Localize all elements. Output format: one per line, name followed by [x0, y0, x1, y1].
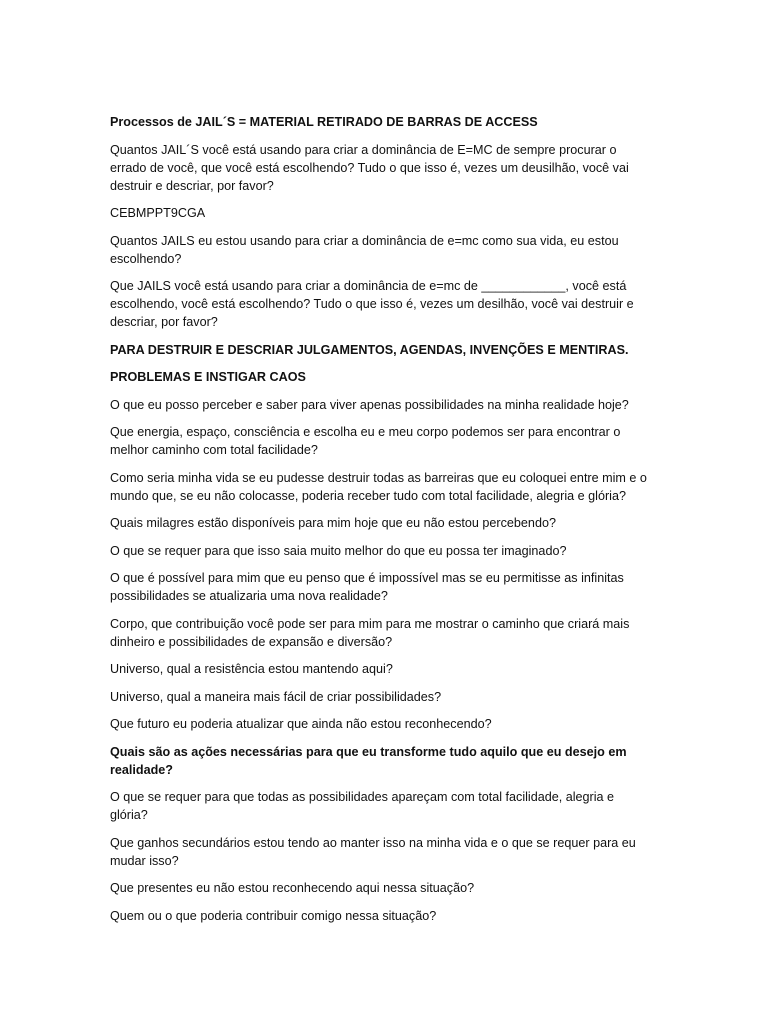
- question-item: Quais milagres estão disponíveis para mim hoje que eu não estou percebendo?: [110, 516, 556, 530]
- question-item: O que eu posso perceber e saber para viver apenas possibilidades na minha realidade hoje?: [110, 397, 629, 412]
- question-item: O que é possível para mim que eu penso que é impossível mas se eu permitisse as infinitas possibilidades se atualizaria uma nova realidade?: [110, 571, 624, 603]
- question-item: Que ganhos secundários estou tendo ao manter isso na minha vida e o que se requer para eu mudar isso?: [110, 835, 636, 868]
- question-item: Corpo, que contribuição você pode ser para mim para me mostrar o caminho que criará mais dinheiro e possibilidades de expansão e diversão?: [110, 616, 630, 649]
- question-item: Como seria minha vida se eu pudesse destruir todas as barreiras que eu coloquei entre mim e o mundo que, se eu não colocasse, poderia receber tudo com total facilidade, alegria e glória?: [110, 470, 647, 503]
- question-item: Universo, qual a maneira mais fácil de criar possibilidades?: [110, 689, 442, 704]
- section-heading: PROBLEMAS E INSTIGAR CAOS: [110, 370, 306, 384]
- code-line: CEBMPPT9CGA: [110, 206, 206, 220]
- question-item: Quem ou o que poderia contribuir comigo nessa situação?: [110, 908, 437, 923]
- question-item: Que presentes eu não estou reconhecendo aqui nessa situação?: [110, 881, 475, 895]
- paragraph: Quantos JAILS eu estou usando para criar a dominância de e=mc como sua vida, eu estou escolhendo?: [110, 233, 619, 266]
- section-heading: PARA DESTRUIR E DESCRIAR JULGAMENTOS, AGENDAS, INVENÇÕES E MENTIRAS.: [110, 342, 629, 357]
- question-item: Que futuro eu poderia atualizar que ainda não estou reconhecendo?: [110, 717, 492, 731]
- document-title: Processos de JAIL´S = MATERIAL RETIRADO DE BARRAS DE ACCESS: [110, 115, 538, 129]
- document-page: [110, 113, 655, 934]
- section-heading: Quais são as ações necessárias para que eu transforme tudo aquilo que eu desejo em realidade?: [110, 744, 627, 777]
- question-item: Universo, qual a resistência estou mantendo aqui?: [110, 662, 393, 676]
- question-item: O que se requer para que todas as possibilidades apareçam com total facilidade, alegria e glória?: [110, 790, 615, 822]
- paragraph: Quantos JAIL´S você está usando para criar a dominância de E=MC de sempre procurar o errado de você, que você está escolhendo? Tudo o que isso é, vezes um deusilhão, você vai destruir e descriar, por favor?: [110, 142, 629, 193]
- question-item: Que energia, espaço, consciência e escolha eu e meu corpo podemos ser para encontrar o melhor caminho com total facilidade?: [110, 425, 621, 457]
- question-item: O que se requer para que isso saia muito melhor do que eu possa ter imaginado?: [110, 543, 567, 558]
- paragraph: Que JAILS você está usando para criar a dominância de e=mc de ____________, você está escolhendo, você está escolhendo? Tudo o que isso é, vezes um desilhão, você vai destruir e descriar, por favor?: [110, 279, 634, 329]
